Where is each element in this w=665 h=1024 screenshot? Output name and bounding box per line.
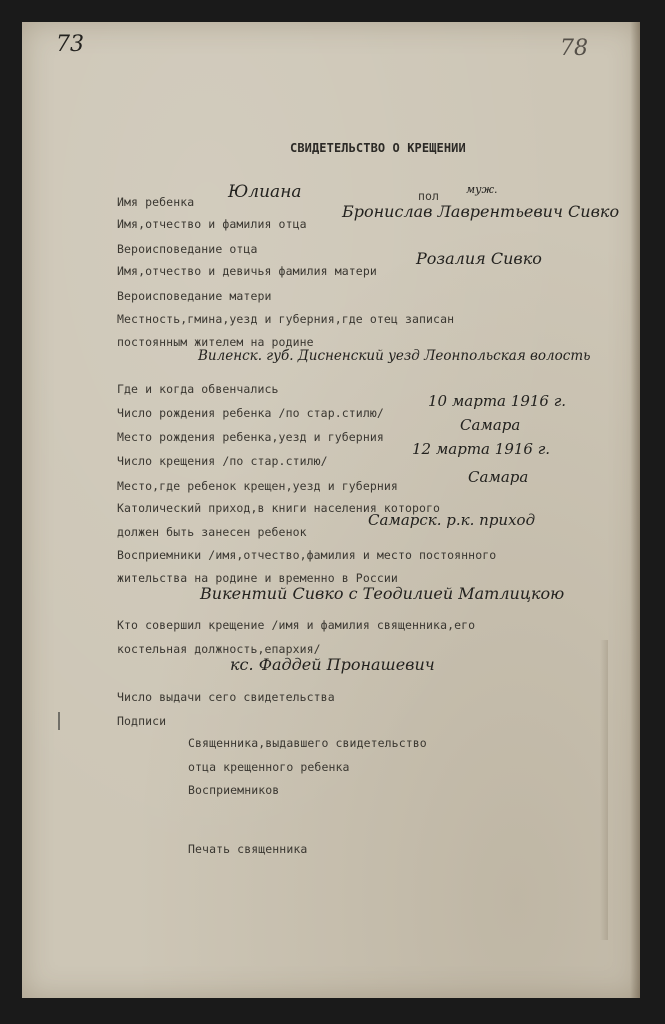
godparents-signature-line: Восприемников xyxy=(188,783,280,797)
birth-place-label: Место рождения ребенка,уезд и губерния xyxy=(117,430,384,444)
sex-label: пол xyxy=(418,189,440,203)
father-label: Имя,отчество и фамилия отца xyxy=(117,217,307,231)
priest-value: кс. Фаддей Пронашевич xyxy=(230,655,435,674)
baptism-date-label: Число крещения /по стар.стилю/ xyxy=(117,454,328,468)
birth-date-value: 10 марта 1916 г. xyxy=(428,392,567,410)
where-when-married-label: Где и когда обвенчались xyxy=(117,382,279,396)
birth-date-label: Число рождения ребенка /по стар.стилю/ xyxy=(117,406,384,420)
father-value: Бронислав Лаврентьевич Сивко xyxy=(342,202,620,221)
godparents-value: Викентий Сивко с Теодилией Матлицкою xyxy=(200,584,565,603)
godparents-label-2: жительства на родине и временно в России xyxy=(117,571,398,585)
origin-label-1: Местность,гмина,уезд и губерния,где отец записан xyxy=(117,312,455,326)
father-signature-line: отца крещенного ребенка xyxy=(188,760,350,774)
sex-value: муж. xyxy=(466,183,498,196)
child-name-label: Имя ребенка xyxy=(117,195,195,209)
godparents-label-1: Восприемники /имя,отчество,фамилия и место постоянного xyxy=(117,548,497,562)
mother-value: Розалия Сивко xyxy=(416,249,542,268)
archive-number-right: 78 xyxy=(560,36,588,61)
margin-pen-mark xyxy=(58,712,60,730)
parish-label-2: должен быть занесен ребенок xyxy=(117,525,307,539)
paper-fold-shadow xyxy=(600,640,608,940)
child-name-value: Юлиана xyxy=(228,182,302,202)
document-title: СВИДЕТЕЛЬСТВО О КРЕЩЕНИИ xyxy=(290,141,466,155)
issue-date-label: Число выдачи сего свидетельства xyxy=(117,690,335,704)
origin-label-2: постоянным жителем на родине xyxy=(117,335,314,349)
priest-label-2: костельная должность,епархия/ xyxy=(117,642,321,656)
signatures-label: Подписи xyxy=(117,714,167,728)
baptism-place-value: Самара xyxy=(468,468,529,486)
seal-label: Печать священника xyxy=(188,842,308,856)
priest-label-1: Кто совершил крещение /имя и фамилия священника,его xyxy=(117,618,476,632)
baptism-place-label: Место,где ребенок крещен,уезд и губерния xyxy=(117,479,398,493)
archive-number-left: 73 xyxy=(56,32,84,57)
father-religion-label: Вероисповедание отца xyxy=(117,242,258,256)
baptism-date-value: 12 марта 1916 г. xyxy=(412,440,551,458)
mother-label: Имя,отчество и девичья фамилия матери xyxy=(117,264,377,278)
mother-religion-label: Вероисповедание матери xyxy=(117,289,272,303)
parish-value: Самарск. р.к. приход xyxy=(368,511,536,529)
parish-label-1: Католический приход,в книги населения которого xyxy=(117,501,441,515)
birth-place-value: Самара xyxy=(460,416,521,434)
priest-signature-line: Священника,выдавшего свидетельство xyxy=(188,736,427,750)
origin-value: Виленск. губ. Дисненский уезд Леонпольская волость xyxy=(198,348,591,364)
